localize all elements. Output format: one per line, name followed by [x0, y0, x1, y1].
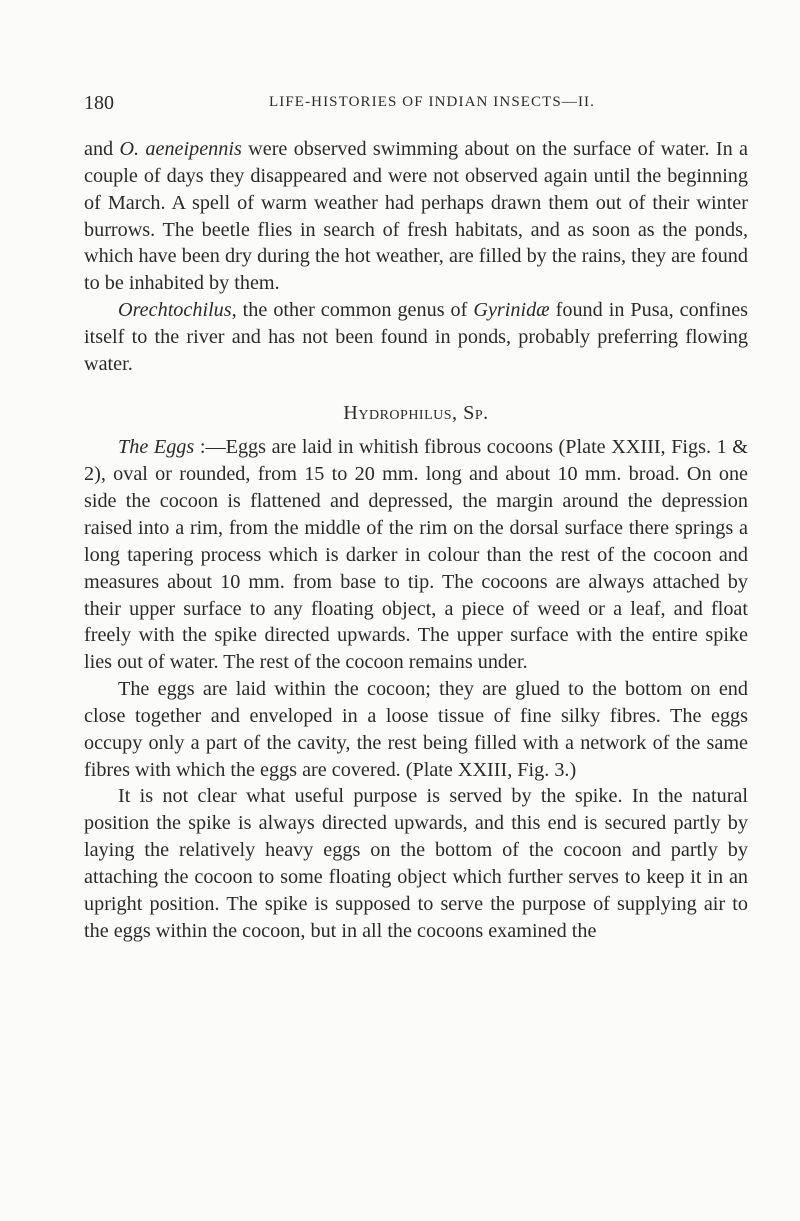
eggs-label: The Eggs	[118, 436, 195, 459]
paragraph-5: It is not clear what useful purpose is served by the spike. In the natural position the spike is always directed upwards, and this end is secured partly by laying the relatively heavy eggs on the bottom of the cocoon and partly by attaching the cocoon to some floating object which further serves to keep it in an upright position. The spike is supposed to serve the purpose of supplying air to the eggs within the cocoon, but in all the cocoons examined the	[84, 785, 748, 942]
paragraph-2	[84, 297, 748, 378]
page-header	[84, 92, 740, 118]
paragraph-3	[84, 434, 748, 676]
species-name: O. aeneipennis	[119, 138, 242, 160]
paragraph-3-text: :—Eggs are laid in whitish fibrous cocoons (Plate XXIII, Figs. 1 & 2), oval or rounded, from 15 to 20 mm. long and about 10 mm. broad. On one side the cocoon is flattened and depressed, the margin around the depression raised into a rim, from the middle of the rim on the dorsal surface there springs a long tapering process which is darker in colour than the rest of the cocoon and measures about 10 mm. from base to tip. The cocoons are always attached by their upper surface to any floating object, a piece of weed or a leaf, and float freely with the spike directed upwards. The upper surface with the entire spike lies out of water. The rest of the cocoon remains under.	[84, 436, 749, 674]
family-name: Gyrinidæ	[473, 299, 550, 322]
page-number: 180	[84, 92, 114, 114]
paragraph-2-text: found in Pusa, confines itself to the river and has not been found in ponds, probably preferring flowing water.	[84, 299, 749, 375]
paragraph-4: The eggs are laid within the cocoon; they are glued to the bottom on end close together and enveloped in a loose tissue of fine silky fibres. The eggs occupy only a part of the cavity, the rest being filled with a network of the same fibres with which the eggs are covered. (Plate XXIII, Fig. 3.)	[84, 678, 748, 781]
section-heading	[84, 400, 748, 427]
paragraph-1-lead: and	[84, 138, 120, 160]
paragraph-1-text: were observed swimming about on the surface of water. In a couple of days they disappeared and were not observed again until the beginning of March. A spell of warm weather had perhaps drawn them out of their winter burrows. The beetle flies in search of fresh habitats, and as soon as the ponds, which have been dry during the hot weather, are filled by the rains, they are found to be inhabited by them.	[84, 138, 748, 295]
genus-name: Orechtochilus	[118, 299, 232, 322]
paragraph-1	[84, 136, 748, 297]
paragraph-2-mid: , the other common genus of	[231, 299, 474, 322]
running-head: LIFE-HISTORIES OF INDIAN INSECTS—II.	[269, 94, 595, 110]
section-heading-text: Hydrophilus, Sp.	[343, 401, 489, 424]
body-text	[84, 136, 748, 944]
